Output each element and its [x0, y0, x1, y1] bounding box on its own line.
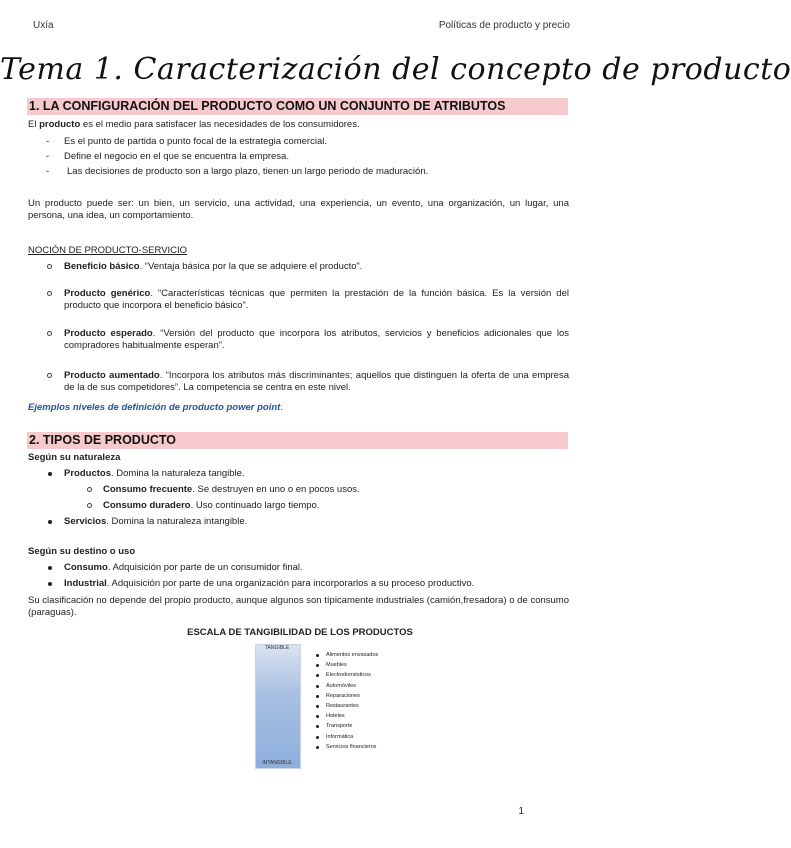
example-link[interactable]: Ejemplos niveles de definición de producto power point	[28, 402, 281, 413]
circle-bullet-icon	[47, 264, 52, 269]
bullet-icon	[48, 566, 52, 570]
scale-item: Automóviles	[326, 682, 356, 689]
noc-heading: NOCIÓN DE PRODUCTO-SERVICIO	[28, 245, 188, 256]
intro-bold-term: producto	[39, 119, 81, 130]
product-types-paragraph: Un producto puede ser: un bien, un servicio, una actividad, una experiencia, un evento, una organización, un lugar, una persona, una idea, un comportamiento.	[28, 198, 569, 221]
bullet-icon	[316, 725, 319, 728]
bullet-icon	[316, 685, 319, 688]
bullet-icon	[316, 746, 319, 749]
scale-item: Reparaciones	[326, 692, 360, 699]
list-item-frecuente: Consumo frecuente. Se destruyen en uno o en pocos usos.	[103, 484, 360, 495]
section2-heading: 2. TIPOS DE PRODUCTO	[27, 432, 568, 449]
nature-heading: Según su naturaleza	[28, 452, 121, 463]
bullet-icon	[316, 674, 319, 677]
header-author: Uxía	[33, 20, 54, 31]
level-item: Beneficio básico. “Ventaja básica por la que se adquiere el producto”.	[64, 261, 363, 272]
scale-item: Muebles	[326, 662, 347, 669]
list-item-consumo: Consumo. Adquisición por parte de un consumidor final.	[64, 562, 303, 573]
level-item: Producto genérico. “Características técnicas que permiten la prestación de la función básica. Es la versión del producto que incorpora el beneficio básico”.	[64, 288, 569, 311]
section1-heading: 1. LA CONFIGURACIÓN DEL PRODUCTO COMO UN CONJUNTO DE ATRIBUTOS	[27, 98, 568, 115]
level-item: Producto esperado. “Versión del producto que incorpora los atributos, servicios y beneficios adicionales que los compradores habitualmente esperan”.	[64, 328, 569, 351]
page-number: 1	[518, 806, 524, 817]
circle-bullet-icon	[47, 331, 52, 336]
bullet-icon	[316, 705, 319, 708]
scale-item: Informática	[326, 733, 354, 740]
example-line: Ejemplos niveles de definición de producto power point.	[28, 402, 283, 413]
bullet-icon	[316, 654, 319, 657]
circle-bullet-icon	[87, 503, 92, 508]
level-item: Producto aumentado. “Incorpora los atributos más discriminantes; aquellos que distinguen la oferta de una empresa de la de sus competidores”. La competencia se centra en este nivel.	[64, 370, 570, 393]
bullet-icon	[48, 520, 52, 524]
header-subject: Políticas de producto y precio	[438, 20, 570, 31]
circle-bullet-icon	[47, 291, 52, 296]
scale-title: ESCALA DE TANGIBILIDAD DE LOS PRODUCTOS	[187, 627, 413, 638]
scale-item: Alimentos envasados	[326, 652, 379, 658]
bullet-icon	[316, 664, 319, 667]
scale-item: Restaurantes	[326, 703, 359, 709]
dash-item: Define el negocio en el que se encuentra la empresa.	[64, 151, 289, 162]
list-item-duradero: Consumo duradero. Uso continuado largo tiempo.	[103, 500, 320, 511]
list-item-productos: Productos. Domina la naturaleza tangible.	[64, 468, 245, 479]
scale-item: Transporte	[326, 723, 353, 730]
list-item-servicios: Servicios. Domina la naturaleza intangible.	[64, 516, 248, 527]
dash-item: Las decisiones de producto son a largo plazo, tienen un largo periodo de maduración.	[67, 166, 429, 177]
scale-item: Servicios financieros	[326, 743, 377, 750]
page-title: Tema 1. Caracterización del concepto de producto	[0, 52, 791, 87]
list-item-industrial: Industrial. Adquisición por parte de una organización para incorporarlos a su proceso productivo.	[64, 578, 475, 589]
scale-item: Electrodomésticos	[326, 672, 371, 679]
dash-item: Es el punto de partida o punto focal de la estrategia comercial.	[64, 136, 327, 147]
bullet-icon	[316, 736, 319, 739]
document-page: Uxía Políticas de producto y precio Tema 1. Caracterización del concepto de producto 1. LA CONFIGURACIÓN DEL PRODUCTO COMO UN CONJUNTO DE ATRIBUTOS El producto es el medio para satisfacer las necesidades de los consumidores. - Es el punto de partida o punto focal de la estrategia comercial. - Define el negocio en el que se encuentra la empresa. - Las decisiones de producto son a largo plazo, tienen un largo periodo de maduración. Un producto puede ser: un bien, un servicio, una actividad, una experiencia, un evento, una organización, un lugar, una persona, una idea, un comportamiento. NOCIÓN DE PRODUCTO-SERVICIO Beneficio básico. “Ventaja básica por la que se adquiere el producto”. Producto genérico. “Características técnicas que permiten la prestación de la función básica. Es la versión del producto que incorpora el beneficio básico”. Producto esperado. “Versión del producto que incorpora los atributos, servicios y beneficios adicionales que los compradores habitualmente esperan”. Producto aumentado. “Incorpora los atributos más discriminantes; aquellos que distinguen la oferta de una empresa de la de sus competidores”. La competencia se centra en este nivel. Ejemplos niveles de definición de producto power point. 2. TIPOS DE PRODUCTO Según su naturaleza Productos. Domina la naturaleza tangible. Consumo frecuente. Se destruyen en uno o en pocos usos. Consumo duradero. Uso continuado largo tiempo. Servicios. Domina la naturaleza intangible. Según su destino o uso Consumo. Adquisición por parte de un consumidor final. Industrial. Adquisición por parte de una organización para incorporarlos a su proceso productivo. Su clasificación no depende del propio producto, aunque algunos son típicamente industriales (camión,fresadora) o de consumo (paraguas). ESCALA DE TANGIBILIDAD DE LOS PRODUCTOS TANGIBLE INTANGIBLE Alimentos envasados Muebles Electrodomésticos Automóviles Reparaciones Restaurantes Hoteles Transporte Informática Servicios financieros 1	[0, 20, 791, 817]
tangibility-gradient-bar	[255, 644, 301, 769]
bullet-icon	[316, 695, 319, 698]
bullet-icon	[316, 715, 319, 718]
destino-heading: Según su destino o uso	[28, 546, 136, 557]
bullet-icon	[48, 582, 52, 586]
classification-paragraph: Su clasificación no depende del propio producto, aunque algunos son típicamente industriales (camión,fresadora) o de consumo (paraguas).	[28, 595, 569, 618]
scale-bottom-label: INTANGIBLE	[262, 760, 292, 766]
circle-bullet-icon	[47, 373, 52, 378]
circle-bullet-icon	[87, 487, 92, 492]
intro-line: El producto es el medio para satisfacer las necesidades de los consumidores.	[28, 119, 360, 130]
scale-top-label: TANGIBLE	[264, 645, 290, 651]
bullet-icon	[48, 472, 52, 476]
scale-item: Hoteles	[326, 713, 345, 720]
